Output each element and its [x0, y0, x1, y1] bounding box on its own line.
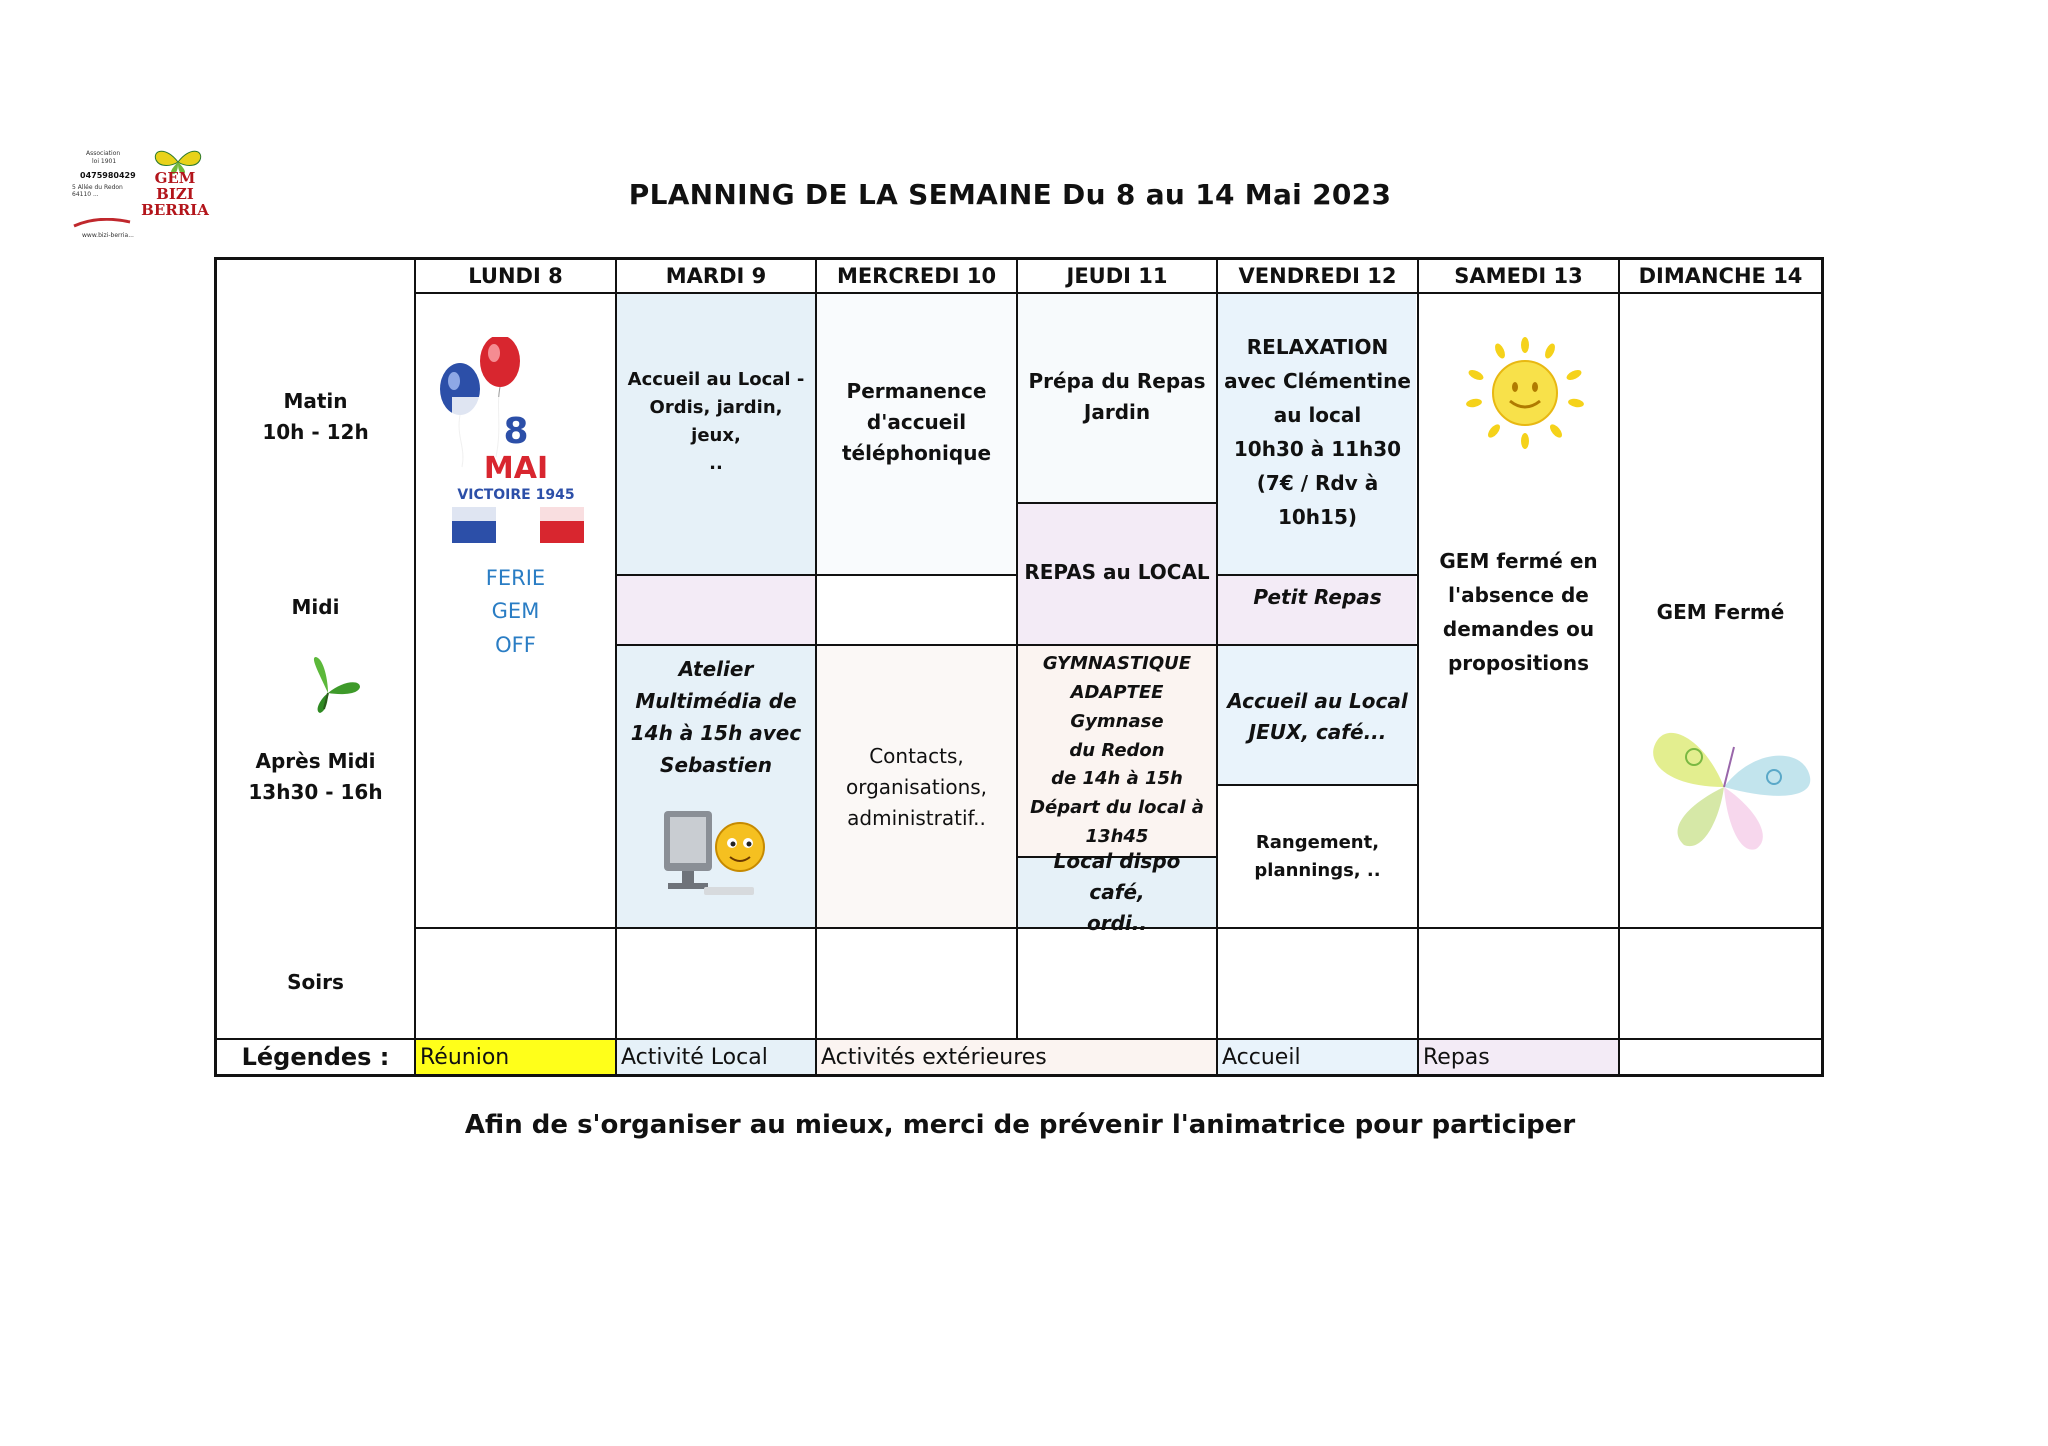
row-label-soirs: Soirs [287, 969, 344, 994]
legend-activite-local: Activité Local [617, 1040, 815, 1074]
legend-accueil: Accueil [1218, 1040, 1417, 1074]
activity-line: GEM fermé en [1439, 549, 1598, 573]
activity-line: Ordis, jardin, jeux, [649, 397, 783, 446]
samedi-closed-text [1419, 537, 1618, 687]
vendredi-midi-activity: Petit Repas [1253, 584, 1382, 609]
ferie-line: FERIE [485, 565, 546, 590]
activity-line: propositions [1447, 651, 1590, 675]
logo-address: 5 Allée du Redon 64110 ... [72, 184, 123, 198]
green-butterfly-icon [294, 653, 364, 717]
badge-subtitle: VICTOIRE 1945 [457, 486, 575, 503]
activity-line: 13h45 [1085, 826, 1149, 847]
activity-line: d'accueil [866, 409, 967, 434]
activity-line: Permanence [846, 378, 987, 403]
lundi-ferie-text [416, 557, 615, 667]
activity-line: demandes ou [1442, 617, 1595, 641]
grid-line [1016, 502, 1218, 504]
activity-line: .. [709, 452, 723, 474]
grid-line [1821, 257, 1824, 1077]
legend-repas: Repas [1419, 1040, 1618, 1074]
activity-line: ADAPTEE Gymnase [1070, 682, 1164, 732]
row-label-midi: Midi [291, 594, 340, 619]
row-label-apres-midi [217, 737, 414, 817]
logo-phone: 0475980429 [80, 171, 136, 180]
activity-line: Multimédia de [635, 689, 797, 713]
day-header-mercredi: MERCREDI 10 [836, 263, 997, 288]
row-label-line: Matin [283, 389, 348, 413]
jeudi-midi-activity: REPAS au LOCAL [1024, 559, 1210, 584]
logo-loi-text: loi 1901 [92, 158, 117, 165]
activity-line: du Redon [1069, 739, 1165, 761]
activity-line: avec Clémentine [1224, 369, 1411, 393]
grid-line [1216, 574, 1418, 576]
day-header-lundi: LUNDI 8 [468, 263, 563, 288]
decorative-butterfly-icon [1634, 717, 1820, 857]
grid-line [615, 574, 1017, 576]
activity-line: Jardin [1083, 400, 1151, 424]
dimanche-closed-text: GEM Fermé [1656, 599, 1785, 624]
gem-bizi-berria-logo [70, 148, 210, 238]
legend-reunion: Réunion [416, 1040, 615, 1074]
grid-line [615, 644, 1017, 646]
footer-note: Afin de s'organiser au mieux, merci de prévenir l'animatrice pour participer [464, 1110, 1576, 1140]
activity-line: Départ du local à [1030, 797, 1204, 819]
grid-line [414, 257, 416, 1077]
legend-activites-exterieures: Activités extérieures [817, 1040, 1216, 1074]
jeudi-late-activity [1018, 849, 1216, 935]
activity-line: 10h15) [1277, 505, 1358, 529]
vendredi-morning-activity [1218, 317, 1417, 547]
sun-icon [1460, 337, 1590, 457]
activity-line: Contacts, [869, 743, 964, 768]
activity-line: au local [1273, 403, 1362, 427]
mercredi-afternoon-activity [817, 727, 1016, 847]
bg-mardi-midi [617, 575, 815, 645]
activity-line: Local dispo café, [1053, 849, 1181, 904]
activity-line: Accueil au Local [1227, 689, 1408, 713]
grid-line [1016, 644, 1218, 646]
activity-line: de 14h à 15h [1051, 768, 1183, 790]
page-title: PLANNING DE LA SEMAINE Du 8 au 14 Mai 2023 [628, 178, 1392, 211]
day-header-dimanche: DIMANCHE 14 [1638, 263, 1803, 288]
grid-line [1216, 784, 1418, 786]
computer-smiley-icon [654, 797, 778, 907]
day-header-jeudi: JEUDI 11 [1066, 263, 1168, 288]
day-header-mardi: MARDI 9 [665, 263, 767, 288]
mardi-morning-activity [617, 367, 815, 477]
legend-label: Légendes : [241, 1043, 390, 1071]
jeudi-morning-activity [1018, 357, 1216, 437]
activity-line: organisations, [845, 774, 988, 799]
ferie-line: OFF [495, 632, 536, 657]
row-label-line: 13h30 - 16h [248, 780, 383, 804]
planning-table [214, 257, 1824, 1077]
logo-brand-line: BERRIA [141, 201, 209, 219]
activity-line: téléphonique [841, 440, 992, 465]
activity-line: Sebastien [660, 753, 772, 777]
grid-line [1216, 644, 1418, 646]
activity-line: plannings, .. [1254, 860, 1381, 881]
activity-line: ordi.. [1087, 911, 1147, 935]
vendredi-afternoon-activity [1218, 677, 1417, 757]
activity-line: (7€ / Rdv à [1256, 471, 1379, 495]
activity-line: Accueil au Local - [627, 369, 805, 391]
logo-swoosh-icon [72, 218, 132, 228]
activity-line: RELAXATION [1246, 335, 1389, 359]
grid-line [214, 1074, 1824, 1077]
row-label-line: Après Midi [255, 749, 376, 773]
jeudi-afternoon-activity [1018, 647, 1216, 855]
logo-association-text: Association [86, 150, 121, 157]
activity-line: Atelier [678, 657, 754, 681]
logo-brand-line: BIZI [156, 185, 194, 203]
logo-brand-line: GEM [154, 169, 196, 187]
logo-brand [140, 170, 210, 218]
activity-line: administratif.. [847, 805, 986, 830]
badge-month: MAI [483, 451, 549, 487]
activity-line: JEUX, café... [1248, 720, 1387, 744]
row-label-matin [217, 377, 414, 457]
activity-line: GYMNASTIQUE [1042, 653, 1192, 675]
activity-line: Prépa du Repas [1028, 369, 1206, 393]
badge-number: 8 [503, 411, 529, 452]
activity-line: 10h30 à 11h30 [1233, 437, 1402, 461]
grid-line [1618, 257, 1620, 1077]
mercredi-morning-activity [817, 367, 1016, 477]
logo-url: www.bizi-berria... [82, 232, 134, 239]
vendredi-late-activity [1218, 817, 1417, 897]
mardi-afternoon-activity [617, 647, 815, 787]
activity-line: 14h à 15h avec [630, 721, 802, 745]
day-header-samedi: SAMEDI 13 [1454, 263, 1583, 288]
activity-line: Rangement, [1255, 832, 1380, 854]
activity-line: l'absence de [1448, 583, 1589, 607]
victoire-badge-text [436, 397, 596, 517]
ferie-line: GEM [491, 599, 540, 624]
row-label-line: 10h - 12h [262, 420, 369, 444]
day-header-vendredi: VENDREDI 12 [1238, 263, 1397, 288]
